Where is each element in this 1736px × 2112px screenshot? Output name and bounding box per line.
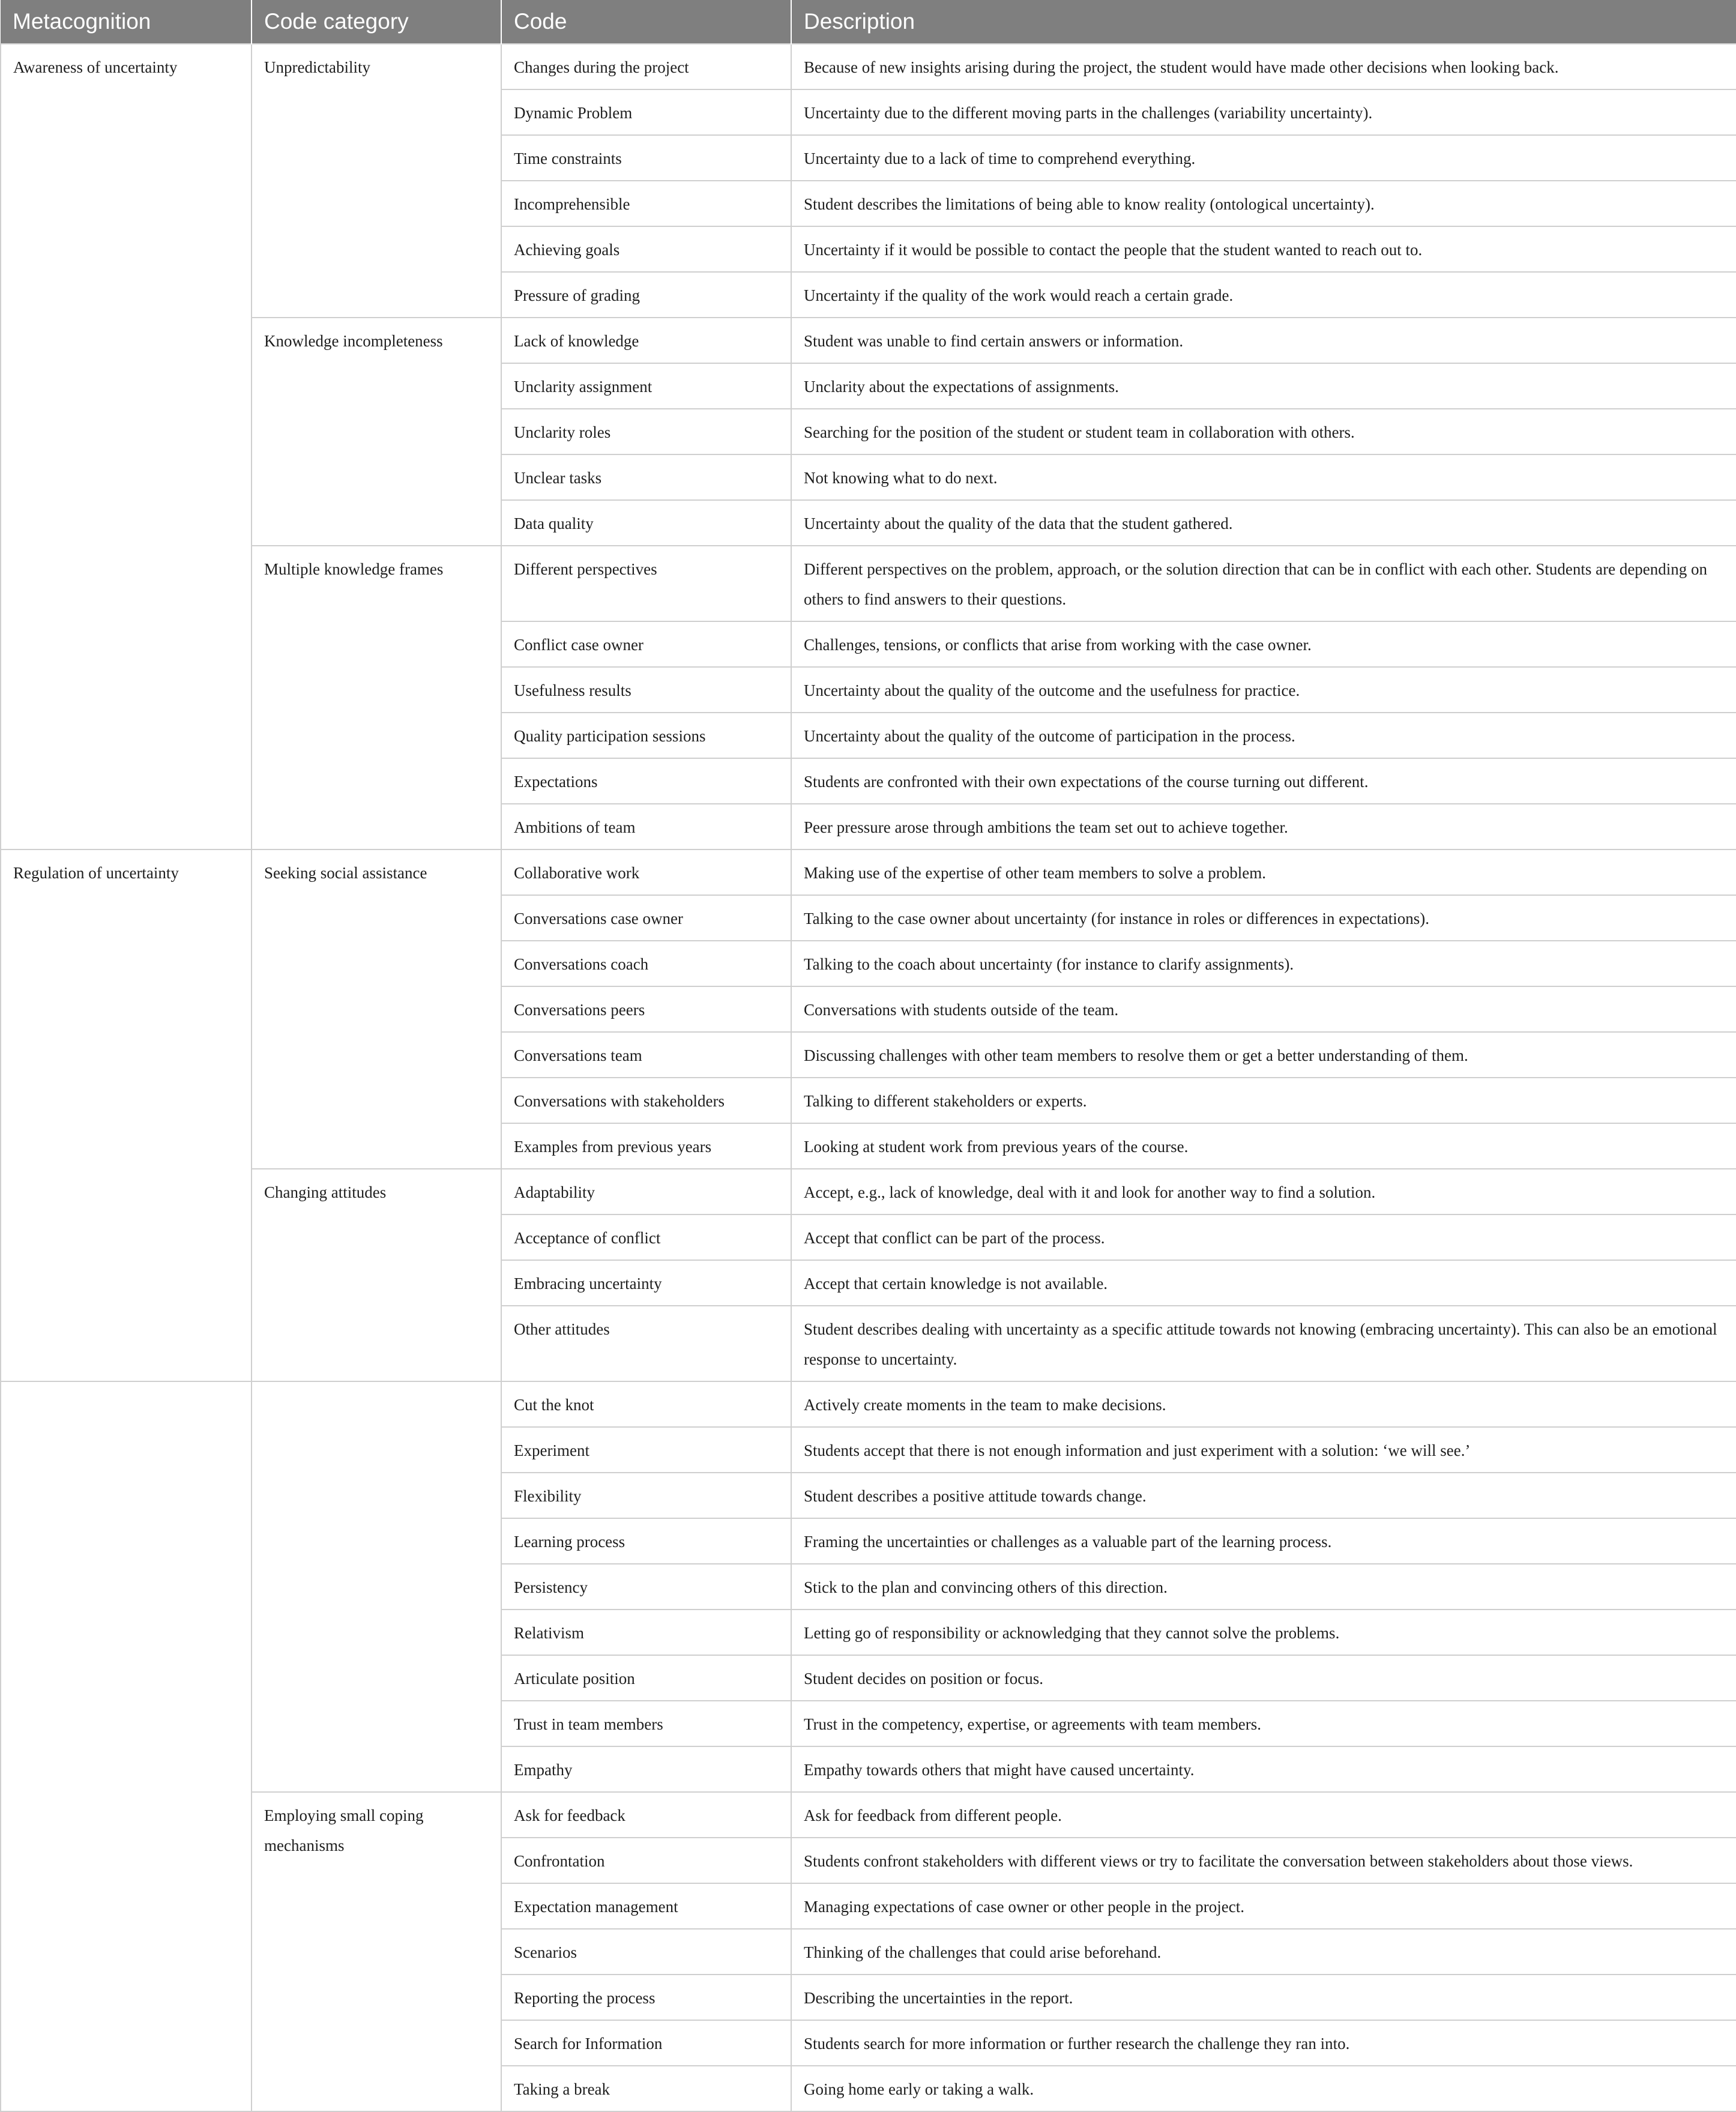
code-category-cell: Unpredictability	[252, 44, 501, 318]
description-cell: Uncertainty if the quality of the work would reach a certain grade.	[791, 272, 1736, 318]
description-cell: Ask for feedback from different people.	[791, 1792, 1736, 1838]
code-cell: Different perspectives	[501, 546, 791, 621]
code-cell: Other attitudes	[501, 1306, 791, 1381]
code-cell: Incomprehensible	[501, 181, 791, 226]
description-cell: Uncertainty due to the different moving parts in the challenges (variability uncertainty).	[791, 89, 1736, 135]
code-cell: Unclear tasks	[501, 454, 791, 500]
code-category-cell: Knowledge incompleteness	[252, 318, 501, 546]
description-cell: Letting go of responsibility or acknowledging that they cannot solve the problems.	[791, 1610, 1736, 1655]
code-cell: Conversations with stakeholders	[501, 1078, 791, 1123]
description-cell: Stick to the plan and convincing others of this direction.	[791, 1564, 1736, 1610]
description-cell: Student decides on position or focus.	[791, 1655, 1736, 1701]
code-cell: Ambitions of team	[501, 804, 791, 849]
table-row	[1, 1381, 1736, 1427]
code-cell: Time constraints	[501, 135, 791, 181]
code-cell: Adaptability	[501, 1169, 791, 1214]
description-cell: Describing the uncertainties in the report.	[791, 1975, 1736, 2020]
metacognition-cell: Regulation of uncertainty	[1, 849, 252, 1381]
description-cell: Uncertainty about the quality of the outcome of participation in the process.	[791, 713, 1736, 758]
description-cell: Trust in the competency, expertise, or agreements with team members.	[791, 1701, 1736, 1746]
code-category-cell: Seeking social assistance	[252, 849, 501, 1169]
code-cell: Empathy	[501, 1746, 791, 1792]
code-cell: Pressure of grading	[501, 272, 791, 318]
description-cell: Because of new insights arising during the project, the student would have made other decisions when looking back.	[791, 44, 1736, 89]
code-cell: Articulate position	[501, 1655, 791, 1701]
description-cell: Student describes a positive attitude towards change.	[791, 1473, 1736, 1518]
code-cell: Learning process	[501, 1518, 791, 1564]
code-cell: Relativism	[501, 1610, 791, 1655]
description-cell: Accept that certain knowledge is not available.	[791, 1260, 1736, 1306]
header-metacognition: Metacognition	[1, 0, 252, 44]
code-cell: Quality participation sessions	[501, 713, 791, 758]
description-cell: Not knowing what to do next.	[791, 454, 1736, 500]
description-cell: Student was unable to find certain answers or information.	[791, 318, 1736, 363]
header-description: Description	[791, 0, 1736, 44]
code-cell: Flexibility	[501, 1473, 791, 1518]
description-cell: Talking to different stakeholders or experts.	[791, 1078, 1736, 1123]
code-cell: Taking a break	[501, 2066, 791, 2111]
code-cell: Dynamic Problem	[501, 89, 791, 135]
description-cell: Talking to the coach about uncertainty (for instance to clarify assignments).	[791, 941, 1736, 986]
header-code-category: Code category	[252, 0, 501, 44]
metacognition-cell: Awareness of uncertainty	[1, 44, 252, 849]
description-cell: Students accept that there is not enough information and just experiment with a solution: ‘we will see.’	[791, 1427, 1736, 1473]
description-cell: Different perspectives on the problem, approach, or the solution direction that can be in conflict with each other. Students are depending on others to find answers to their questions.	[791, 546, 1736, 621]
description-cell: Framing the uncertainties or challenges as a valuable part of the learning process.	[791, 1518, 1736, 1564]
description-cell: Going home early or taking a walk.	[791, 2066, 1736, 2111]
code-category-cell: Employing small coping mechanisms	[252, 1792, 501, 2111]
code-cell: Experiment	[501, 1427, 791, 1473]
description-cell: Uncertainty due to a lack of time to comprehend everything.	[791, 135, 1736, 181]
description-cell: Uncertainty about the quality of the data that the student gathered.	[791, 500, 1736, 546]
description-cell: Students confront stakeholders with different views or try to facilitate the conversation between stakeholders about those views.	[791, 1838, 1736, 1883]
code-cell: Conflict case owner	[501, 621, 791, 667]
code-cell: Search for Information	[501, 2020, 791, 2066]
code-cell: Conversations peers	[501, 986, 791, 1032]
table-row	[1, 1792, 1736, 1838]
code-cell: Conversations team	[501, 1032, 791, 1078]
code-cell: Examples from previous years	[501, 1123, 791, 1169]
description-cell: Actively create moments in the team to make decisions.	[791, 1381, 1736, 1427]
description-cell: Challenges, tensions, or conflicts that arise from working with the case owner.	[791, 621, 1736, 667]
table-row	[1, 44, 1736, 89]
description-cell: Student describes dealing with uncertainty as a specific attitude towards not knowing (embracing uncertainty). This can also be an emotional response to uncertainty.	[791, 1306, 1736, 1381]
code-cell: Acceptance of conflict	[501, 1214, 791, 1260]
code-cell: Ask for feedback	[501, 1792, 791, 1838]
description-cell: Empathy towards others that might have caused uncertainty.	[791, 1746, 1736, 1792]
description-cell: Students search for more information or further research the challenge they ran into.	[791, 2020, 1736, 2066]
code-cell: Unclarity roles	[501, 409, 791, 454]
description-cell: Accept, e.g., lack of knowledge, deal with it and look for another way to find a solution.	[791, 1169, 1736, 1214]
code-category-cell: Changing attitudes	[252, 1169, 501, 1381]
code-cell: Lack of knowledge	[501, 318, 791, 363]
code-cell: Reporting the process	[501, 1975, 791, 2020]
metacognition-cell	[1, 1381, 252, 2111]
code-cell: Embracing uncertainty	[501, 1260, 791, 1306]
code-cell: Usefulness results	[501, 667, 791, 713]
code-category-cell: Multiple knowledge frames	[252, 546, 501, 849]
description-cell: Managing expectations of case owner or other people in the project.	[791, 1883, 1736, 1929]
description-cell: Discussing challenges with other team members to resolve them or get a better understanding of them.	[791, 1032, 1736, 1078]
description-cell: Searching for the position of the student or student team in collaboration with others.	[791, 409, 1736, 454]
code-cell: Persistency	[501, 1564, 791, 1610]
description-cell: Talking to the case owner about uncertainty (for instance in roles or differences in expectations).	[791, 895, 1736, 941]
code-cell: Collaborative work	[501, 849, 791, 895]
code-cell: Cut the knot	[501, 1381, 791, 1427]
code-cell: Unclarity assignment	[501, 363, 791, 409]
table-header	[1, 0, 1736, 44]
description-cell: Looking at student work from previous years of the course.	[791, 1123, 1736, 1169]
code-cell: Conversations coach	[501, 941, 791, 986]
table-body	[1, 44, 1736, 2111]
code-cell: Achieving goals	[501, 226, 791, 272]
description-cell: Uncertainty about the quality of the outcome and the usefulness for practice.	[791, 667, 1736, 713]
table-row	[1, 849, 1736, 895]
code-cell: Data quality	[501, 500, 791, 546]
description-cell: Uncertainty if it would be possible to contact the people that the student wanted to reach out to.	[791, 226, 1736, 272]
code-cell: Trust in team members	[501, 1701, 791, 1746]
description-cell: Thinking of the challenges that could arise beforehand.	[791, 1929, 1736, 1975]
table-row	[1, 318, 1736, 363]
code-category-cell	[252, 1381, 501, 1792]
header-row	[1, 0, 1736, 44]
code-cell: Conversations case owner	[501, 895, 791, 941]
description-cell: Peer pressure arose through ambitions the team set out to achieve together.	[791, 804, 1736, 849]
code-cell: Expectation management	[501, 1883, 791, 1929]
table-row	[1, 1169, 1736, 1214]
code-cell: Scenarios	[501, 1929, 791, 1975]
table-row	[1, 546, 1736, 621]
description-cell: Unclarity about the expectations of assignments.	[791, 363, 1736, 409]
description-cell: Students are confronted with their own expectations of the course turning out different.	[791, 758, 1736, 804]
code-cell: Expectations	[501, 758, 791, 804]
code-cell: Changes during the project	[501, 44, 791, 89]
code-cell: Confrontation	[501, 1838, 791, 1883]
description-cell: Conversations with students outside of the team.	[791, 986, 1736, 1032]
header-code: Code	[501, 0, 791, 44]
description-cell: Accept that conflict can be part of the process.	[791, 1214, 1736, 1260]
description-cell: Student describes the limitations of being able to know reality (ontological uncertainty).	[791, 181, 1736, 226]
description-cell: Making use of the expertise of other team members to solve a problem.	[791, 849, 1736, 895]
